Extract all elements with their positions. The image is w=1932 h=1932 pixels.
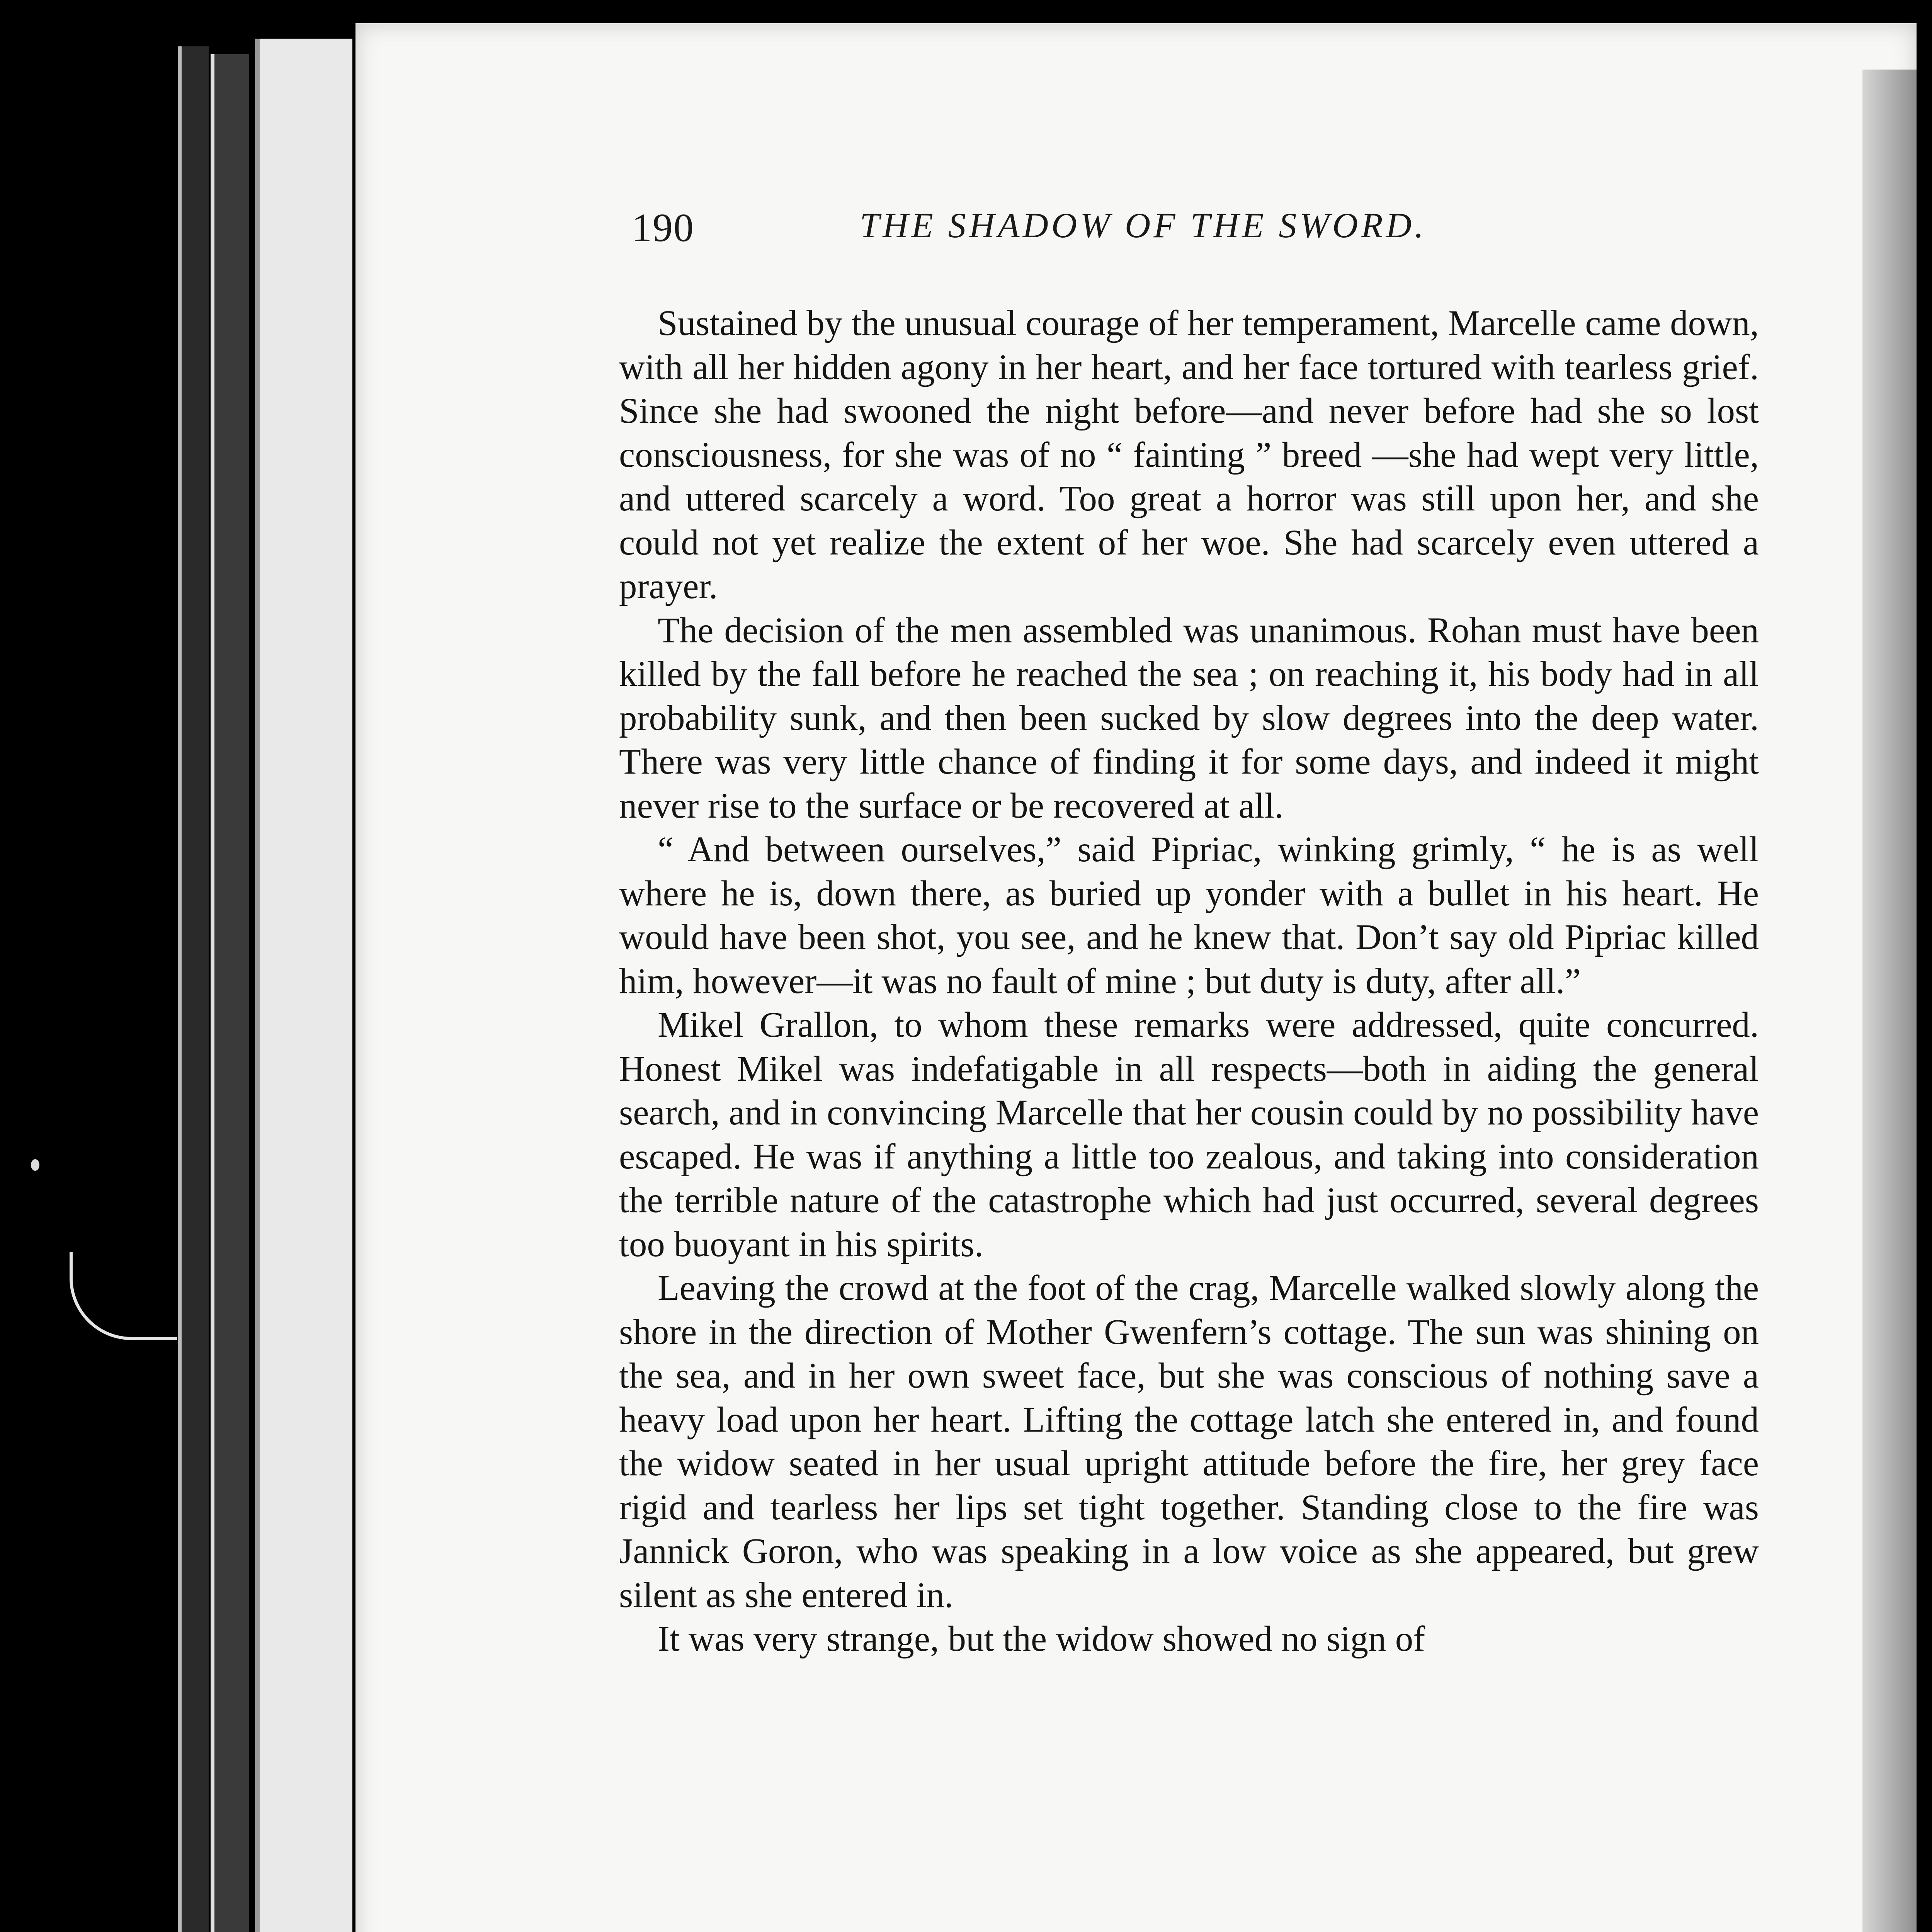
paragraph: Leaving the crowd at the foot of the crag, Marcelle walked slowly along the shore in the direction of Mother Gwenfern’s cottage. The sun was shining on the sea, and in her own sweet face, but she was conscious of nothing save a heavy load upon her heart. Lifting the cottage latch she entered in, and found the widow seated in her usual upright attitude before the fire, her grey face rigid and tearless her lips set tight together. Standing close to the fire was Jannick Goron, who was speaking in a low voice as she appeared, but grew silent as she entered in. [619, 1268, 1759, 1615]
page-header [632, 205, 1752, 263]
paragraph: It was very strange, but the widow showed no sign of [658, 1619, 1425, 1659]
running-title: THE SHADOW OF THE SWORD. [860, 206, 1427, 245]
page-gutter-shadow [1862, 70, 1917, 1932]
page-edge [255, 39, 352, 1932]
scan-speck [31, 1159, 39, 1171]
page-number: 190 [632, 206, 694, 250]
scan-artifact [70, 1252, 177, 1340]
paragraph: The decision of the men assembled was unanimous. Rohan must have been killed by the fall before he reached the sea ; on reaching it, his body had in all probability sunk, and then been sucked by slow degrees into the deep water. There was very little chance of finding it for some days, and indeed it might never rise to the surface or be recovered at all. [619, 610, 1759, 826]
paragraph: Sustained by the unusual courage of her temperament, Marcelle came down, with all her hidden agony in her heart, and her face tortured with tearless grief. Since she had swooned the night before—and never before had she so lost consciousness, for she was of no “ fainting ” breed —she had wept very little, and uttered scarcely a word. Too great a horror was still upon her, and she could not yet realize the extent of her woe. She had scarcely even uttered a prayer. [619, 303, 1759, 606]
page-edge [178, 46, 209, 1932]
book-page [355, 23, 1917, 1932]
page-edge [211, 54, 249, 1932]
paragraph: Mikel Grallon, to whom these remarks were addressed, quite concurred. Honest Mikel was indefatigable in all respects—both in aiding the general search, and in convincing Marcelle that her cousin could by no possibility have escaped. He was if anything a little too zealous, and taking into consideration the terrible nature of the catastrophe which had just occurred, several degrees too buoyant in his spirits. [619, 1005, 1759, 1264]
body-text [619, 301, 1759, 1661]
paragraph: “ And between ourselves,” said Pipriac, winking grimly, “ he is as well where he is, down there, as buried up yonder with a bullet in his heart. He would have been shot, you see, and he knew that. Don’t say old Pipriac killed him, however—it was no fault of mine ; but duty is duty, after all.” [619, 830, 1759, 1001]
